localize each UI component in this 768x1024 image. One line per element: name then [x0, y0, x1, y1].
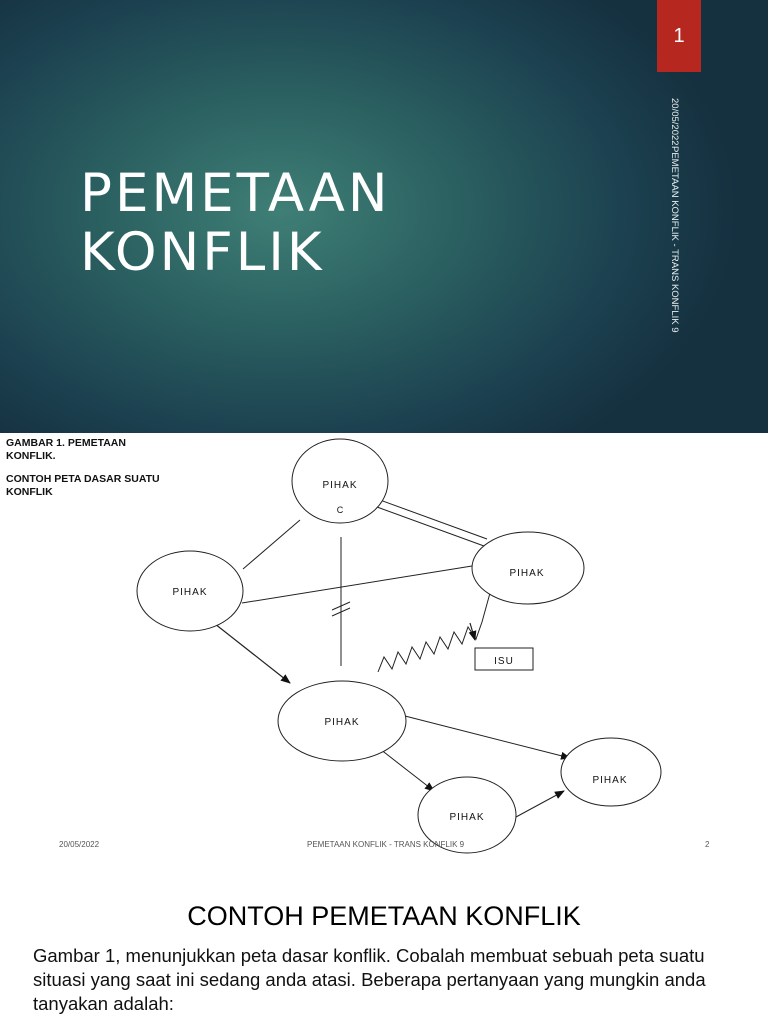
line-left-right: [242, 566, 472, 603]
node-top-sublabel: C: [336, 505, 344, 515]
page-number-badge: [657, 0, 701, 72]
arrow-center-to-bottom-right: [405, 716, 570, 758]
caption-figure-description: CONTOH PETA DASAR SUATU KONFLIK: [6, 473, 160, 498]
double-line-top-right-a: [380, 500, 487, 539]
footer-page-number: 2: [705, 840, 710, 849]
page-number: 1: [673, 24, 685, 47]
section-body-text: Gambar 1, menunjukkan peta dasar konflik. Cobalah membuat sebuah peta suatu situasi yang saat ini sedang anda atasi. Beberapa pertanyaan yang mungkin anda tanyakan adalah:: [33, 945, 706, 1014]
figure-caption: [6, 437, 176, 509]
text-slide: [0, 855, 768, 1024]
double-line-top-right-b: [377, 507, 484, 546]
vertical-footer-title: PEMETAAN KONFLIK - TRANS KONFLIK 9: [669, 145, 680, 333]
node-right-label: PIHAK: [509, 568, 545, 579]
title-slide: [0, 0, 768, 433]
node-bottom-right-label: PIHAK: [592, 775, 628, 786]
node-bottom-right-ellipse: [561, 738, 661, 806]
slide-title: [80, 164, 391, 282]
issue-label: ISU: [494, 656, 514, 667]
arrow-center-to-bottom-mid: [380, 749, 434, 791]
arrow-bottom-mid-to-bottom-right: [516, 791, 564, 817]
line-top-left: [243, 520, 300, 569]
slide-title-line-2: KONFLIK: [80, 222, 325, 283]
node-center-label: PIHAK: [324, 717, 360, 728]
arrow-left-to-center: [210, 620, 290, 683]
slide-title-line-1: PEMETAAN: [80, 163, 391, 224]
section-title: CONTOH PEMETAAN KONFLIK: [187, 901, 581, 931]
footer-title: PEMETAAN KONFLIK - TRANS KONFLIK 9: [307, 840, 465, 849]
node-bottom-mid-label: PIHAK: [449, 812, 485, 823]
vertical-footer-date: 20/05/2022: [669, 98, 680, 146]
node-top-label: PIHAK: [322, 480, 358, 491]
caption-figure-title: GAMBAR 1. PEMETAAN KONFLIK.: [6, 437, 126, 462]
vertical-footer: [668, 98, 680, 332]
node-left-label: PIHAK: [172, 587, 208, 598]
footer-date: 20/05/2022: [59, 840, 100, 849]
diagram-slide: [0, 433, 768, 855]
